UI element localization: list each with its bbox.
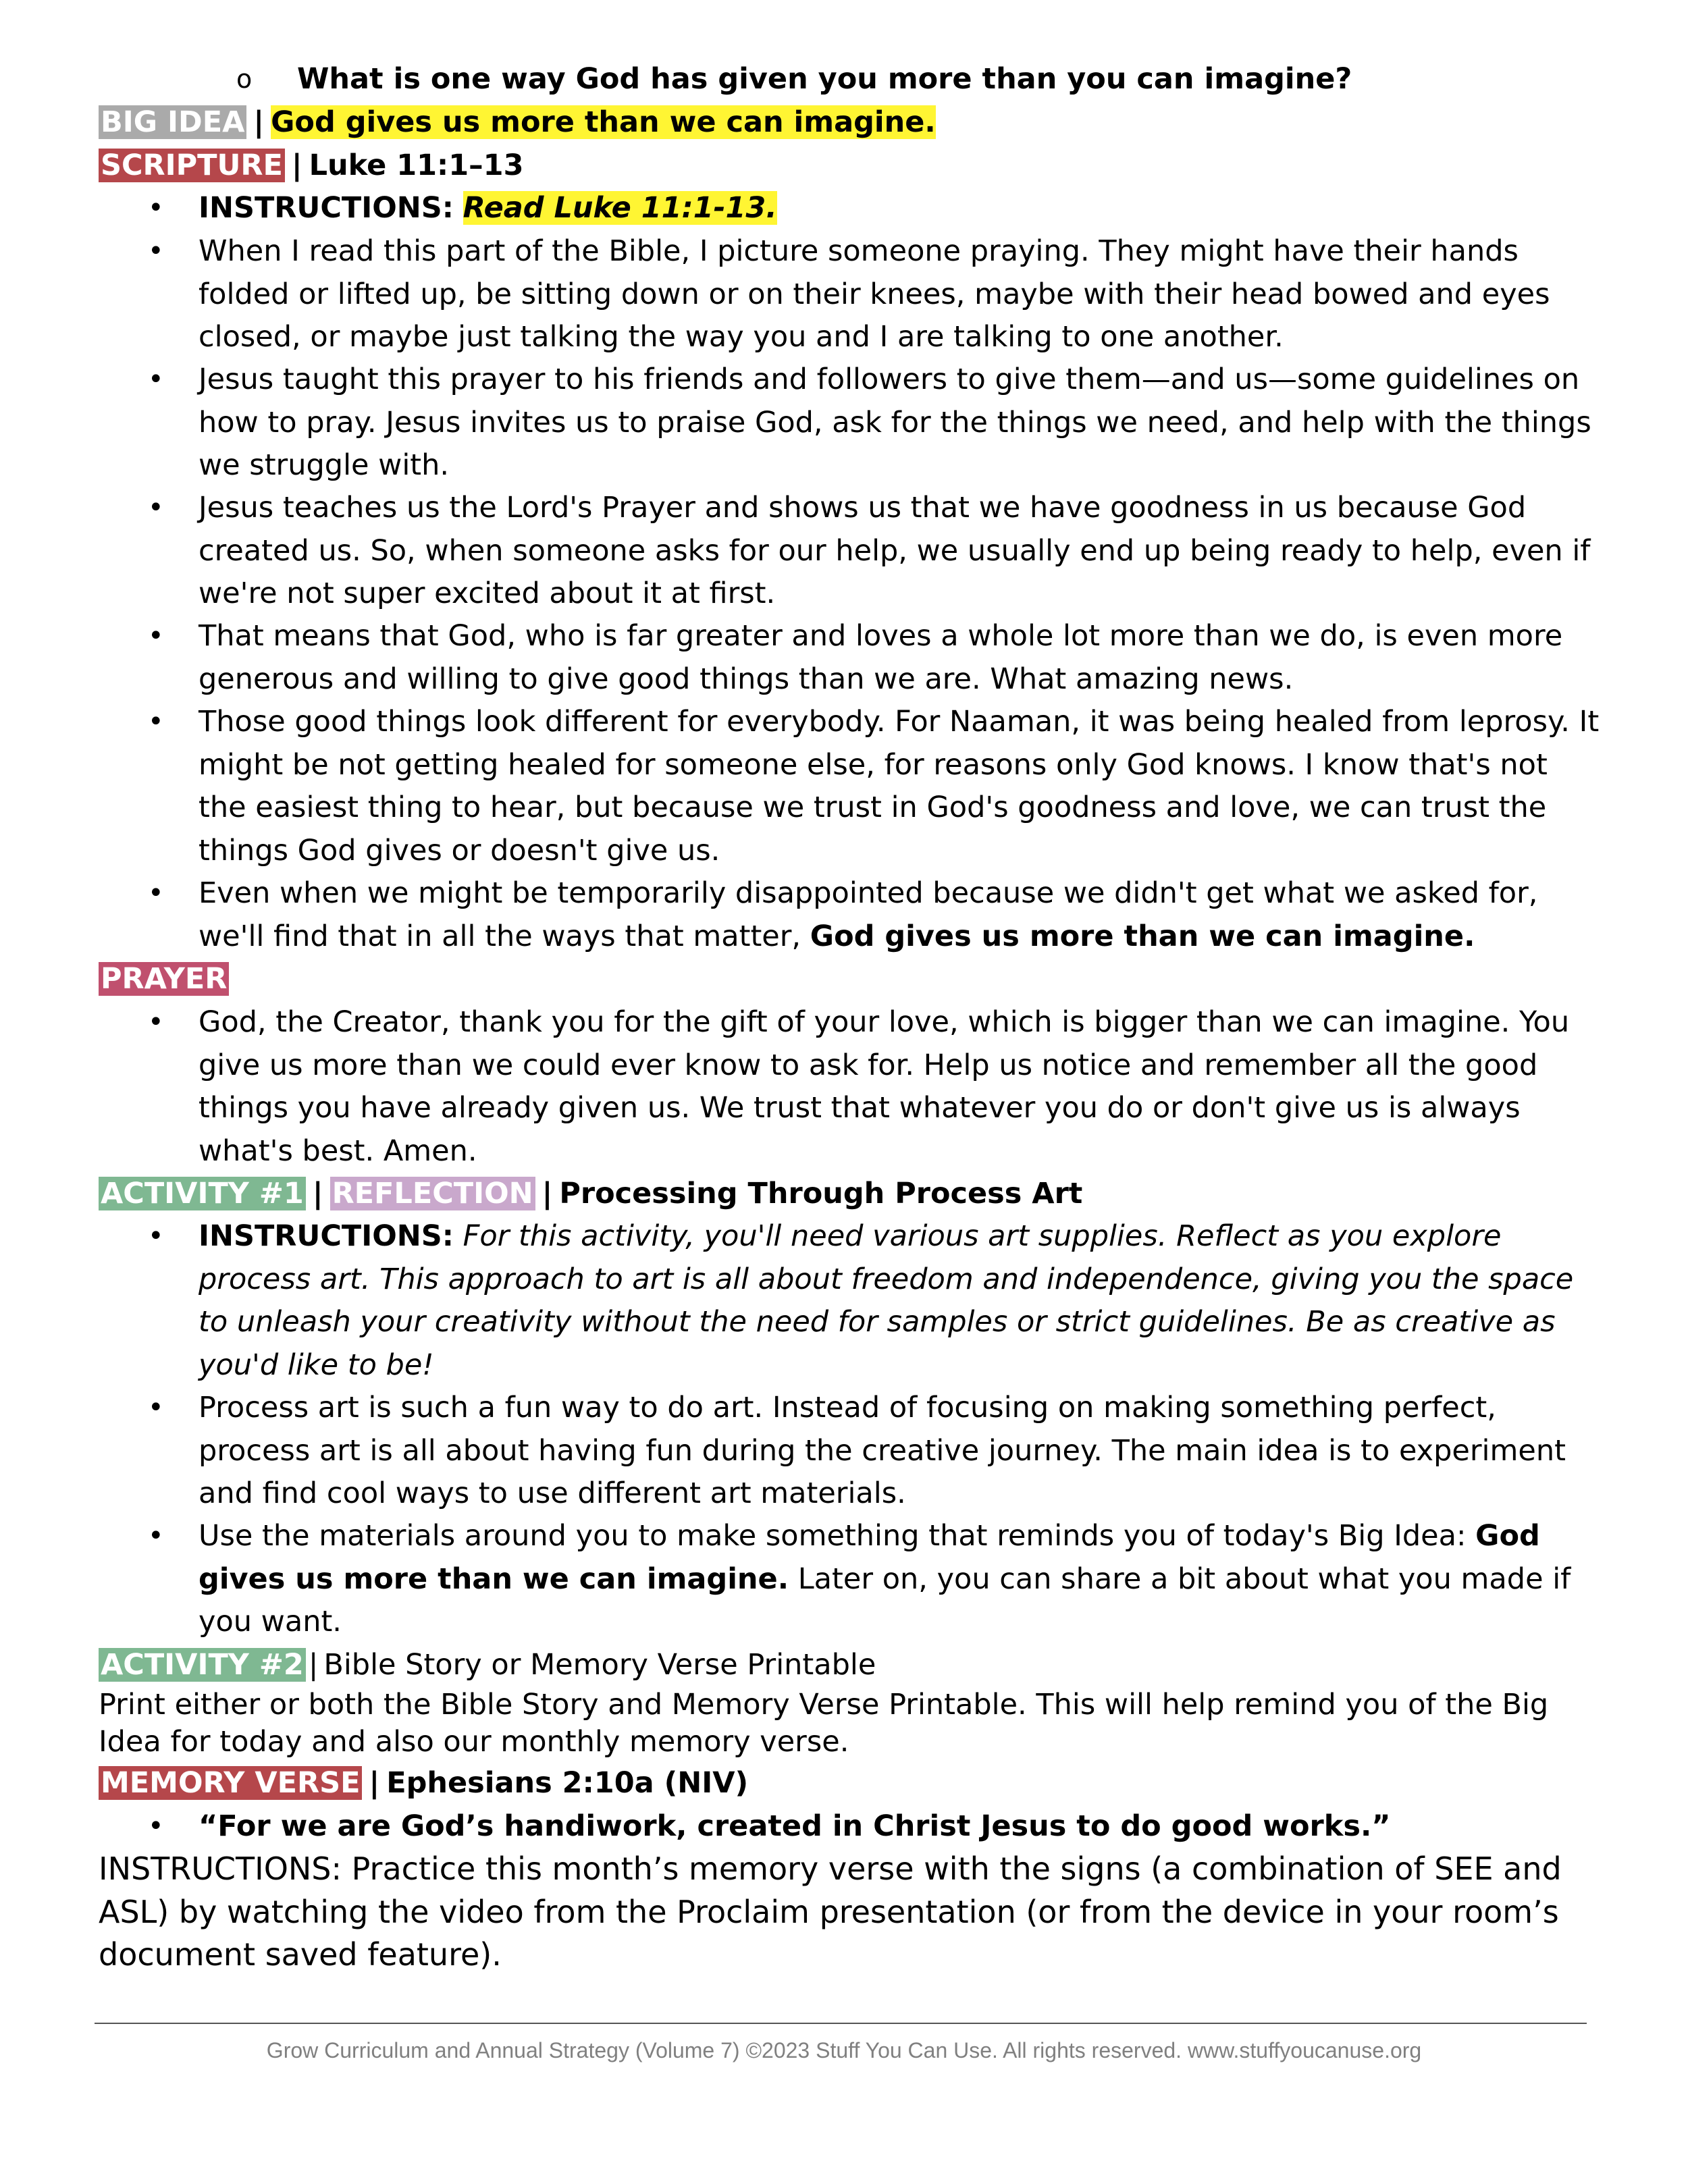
- activity1-title: Processing Through Process Art: [559, 1177, 1083, 1210]
- scripture-label: SCRIPTURE: [99, 149, 285, 182]
- scripture-bullet-3: Jesus teaches us the Lord's Prayer and shows us that we have goodness in us because God created us. So, when someone asks for our help, we usually end up being ready to help, even if we're not super excited about it at first.: [199, 491, 1591, 610]
- bullet-marker: •: [148, 1221, 164, 1252]
- big-idea-heading: [99, 101, 936, 144]
- scripture-bullet-1: When I read this part of the Bible, I picture someone praying. They might have their hands folded or lifted up, be sitting down or on their knees, maybe with their head bowed and eyes closed, or maybe just talking the way you and I are talking to one another.: [199, 234, 1550, 354]
- scripture-reference: Luke 11:1–13: [309, 149, 524, 182]
- scripture-heading: [99, 144, 524, 188]
- big-idea-text: God gives us more than we can imagine.: [271, 105, 936, 139]
- memory-verse-text: “For we are God’s handiwork, created in Christ Jesus to do good works.”: [199, 1809, 1391, 1843]
- activity1-separator-2: |: [542, 1177, 553, 1210]
- scripture-instructions: INSTRUCTIONS: Read Luke 11:1-13.: [199, 191, 777, 225]
- bullet-marker: •: [148, 620, 164, 651]
- bullet-marker: •: [148, 364, 164, 395]
- sub-bullet-marker: o: [236, 64, 253, 94]
- activity2-separator: |: [308, 1648, 319, 1682]
- memory-verse-reference: Ephesians 2:10a (NIV): [386, 1766, 749, 1800]
- footer-divider: [95, 2023, 1587, 2024]
- bullet-marker: •: [148, 1392, 164, 1423]
- activity1-bullet-2: Process art is such a fun way to do art. Instead of focusing on making something perfect, process art is all about having fun during the creative journey. The main idea is to experiment and find cool ways to use different art materials.: [199, 1391, 1566, 1510]
- bullet-marker: •: [148, 878, 164, 909]
- prayer-text: God, the Creator, thank you for the gift of your love, which is bigger than we can imagine. You give us more than we could ever know to ask for. Help us notice and remember all the good things you have already given us. We trust that whatever you do or don't give us is always what's best. Amen.: [199, 1005, 1570, 1168]
- bullet-marker: •: [148, 236, 164, 267]
- memory-verse-instructions: INSTRUCTIONS: Practice this month’s memory verse with the signs (a combination of SEE and ASL) by watching the video from the Proclaim presentation (or from the device in your room’s document saved feature).: [99, 1850, 1562, 1973]
- activity2-text: Print either or both the Bible Story and Memory Verse Printable. This will help remind you of the Big Idea for today and also our monthly memory verse.: [99, 1688, 1549, 1759]
- scripture-bullet-2: Jesus taught this prayer to his friends and followers to give them—and us—some guidelines on how to pray. Jesus invites us to praise God, ask for the things we need, and help with the things we struggle with.: [199, 363, 1591, 482]
- opening-question: What is one way God has given you more than you can imagine?: [297, 62, 1352, 96]
- activity2-label: ACTIVITY #2: [99, 1648, 306, 1682]
- scripture-separator: |: [291, 149, 302, 182]
- bullet-marker: •: [148, 1007, 164, 1038]
- activity1-instructions: INSTRUCTIONS: For this activity, you'll need various art supplies. Reflect as you explore process art. This approach to art is all about freedom and independence, giving you the space to unleash your creativity without the need for samples or strict guidelines. Be as creative as you'd like to be!: [199, 1219, 1574, 1382]
- activity2-heading: [99, 1644, 876, 1687]
- big-idea-label: BIG IDEA: [99, 105, 246, 139]
- activity1-bullet-3: Use the materials around you to make something that reminds you of today's Big Idea: God gives us more than we can imagine. Later on, you can share a bit about what you made if you want.: [199, 1519, 1571, 1639]
- bullet-marker: •: [148, 1520, 164, 1551]
- activity1-separator: |: [312, 1177, 323, 1210]
- memory-verse-separator: |: [369, 1766, 380, 1800]
- scripture-bullet-5: Those good things look different for everybody. For Naaman, it was being healed from leprosy. It might be not getting healed for someone else, for reasons only God knows. I know that's not the easiest thing to hear, but because we trust in God's goodness and love, we can trust the things God gives or doesn't give us.: [199, 705, 1600, 868]
- prayer-heading: [99, 958, 229, 1001]
- bullet-marker: •: [148, 1811, 164, 1842]
- bullet-marker: •: [148, 706, 164, 737]
- bullet-marker: •: [148, 492, 164, 523]
- bullet-marker: •: [148, 192, 164, 223]
- scripture-bullet-6: Even when we might be temporarily disappointed because we didn't get what we asked for, we'll find that in all the ways that matter, God gives us more than we can imagine.: [199, 876, 1538, 953]
- reflection-label: REFLECTION: [330, 1177, 535, 1210]
- memory-verse-heading: [99, 1762, 748, 1805]
- footer-copyright: Grow Curriculum and Annual Strategy (Volume 7) ©2023 Stuff You Can Use. All rights reserved. www.stuffyoucanuse.org: [266, 2038, 1422, 2062]
- memory-verse-label: MEMORY VERSE: [99, 1766, 362, 1800]
- activity1-label: ACTIVITY #1: [99, 1177, 306, 1210]
- prayer-label: PRAYER: [99, 962, 229, 996]
- activity1-heading: [99, 1173, 1082, 1216]
- scripture-bullet-4: That means that God, who is far greater and loves a whole lot more than we do, is even more generous and willing to give good things than we are. What amazing news.: [199, 619, 1563, 696]
- activity2-title: Bible Story or Memory Verse Printable: [323, 1648, 876, 1682]
- big-idea-separator: |: [253, 105, 265, 139]
